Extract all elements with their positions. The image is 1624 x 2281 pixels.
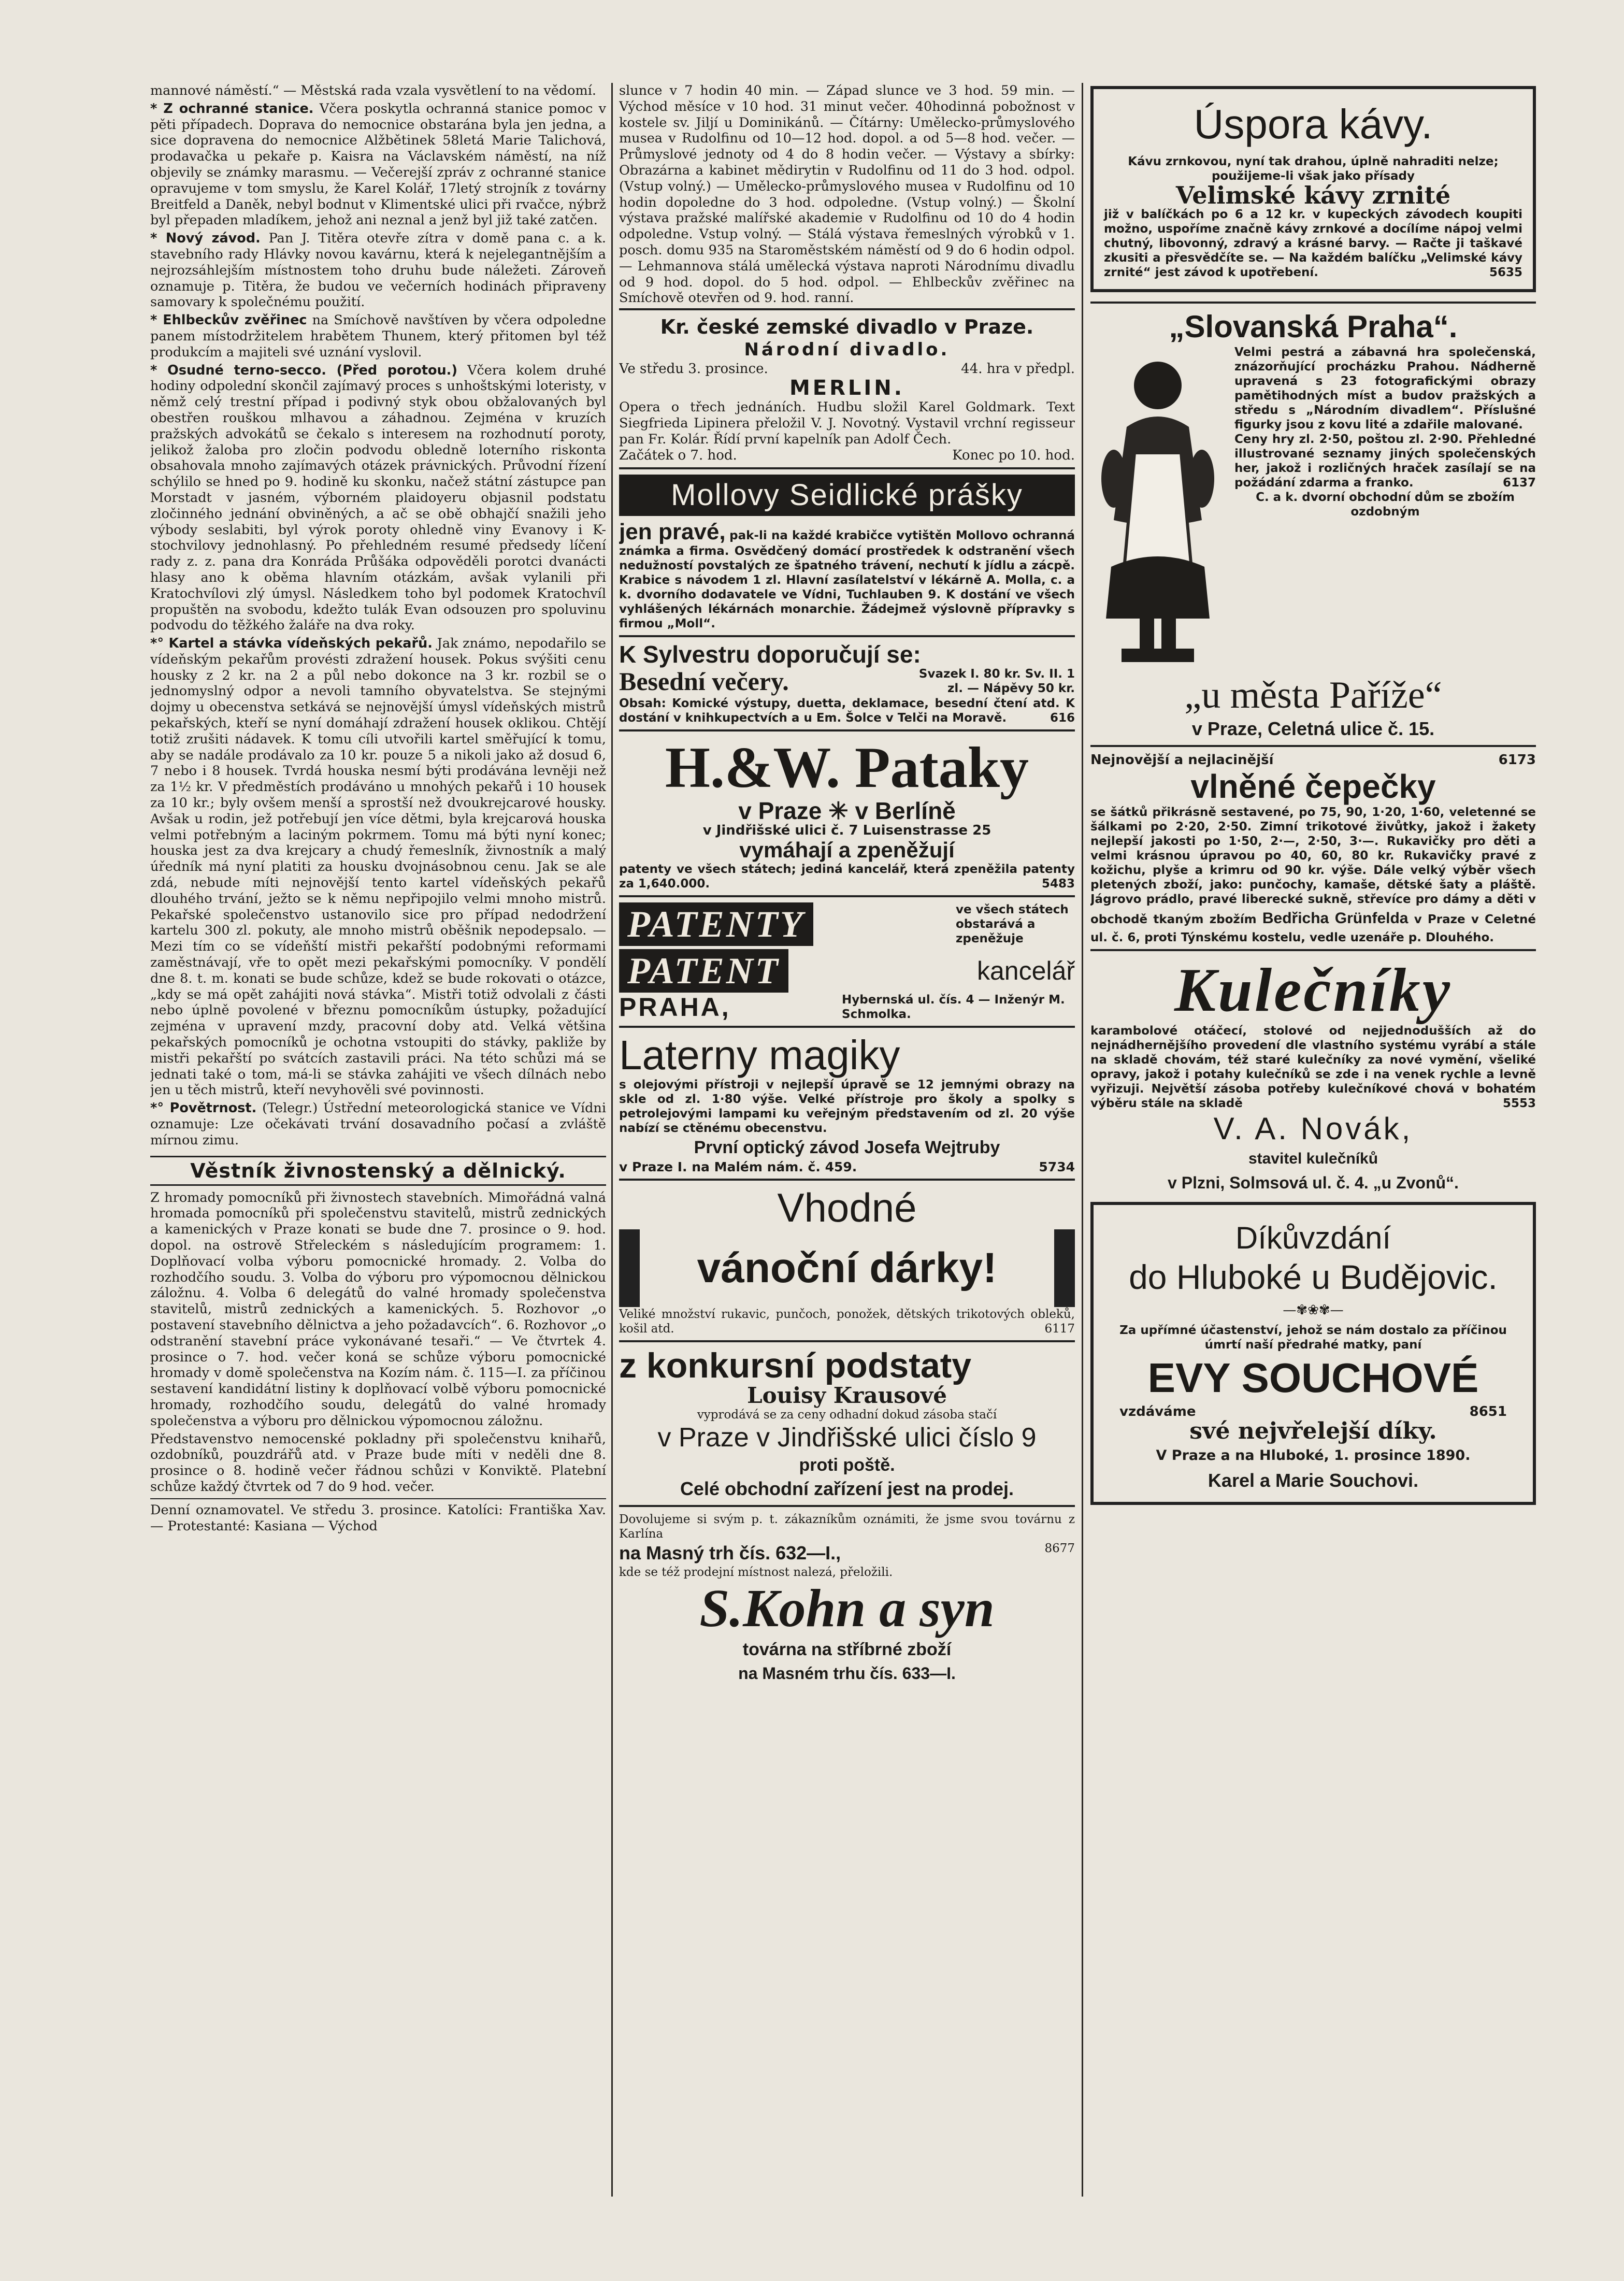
pataky-addresses: v Jindřišské ulici č. 7 Luisenstrasse 25 (702, 822, 991, 838)
ad-cepecky (1090, 745, 1536, 949)
konkurs-title: z konkursní podstaty (619, 1345, 972, 1385)
newspaper-page (140, 83, 1539, 2197)
slovanska-text: Velmi pestrá a zábavná hra společenská, znázorňující procházku Prahou. Nádherně upravená s 23 fotografickými obrazy pamětihodných míst a budov pražských a středu s „Národním divadlem“. Příslušné figurky jsou z kovu lité a zdařile malované. (1234, 346, 1536, 432)
deceased-name: EVY SOUCHOVÉ (1147, 1355, 1479, 1401)
cepecky-firm: Bedřicha Grünfelda (1262, 910, 1409, 927)
column-rule (1082, 83, 1083, 2197)
start-time: Začátek o 7. hod. (619, 447, 737, 463)
sylvestr-price: Svazek I. 80 kr. Sv. II. 1 zl. — Nápěvy 50 kr. (918, 667, 1075, 695)
dikuvzdani-text: Za upřímné účastenství, jehož se nám dostalo za příčinou úmrtí naší předrahé matky, paní (1119, 1324, 1507, 1352)
patenty-address: Hybernská ul. čís. 4 — Inženýr M. Schmolka. (842, 993, 1065, 1021)
sylvestr-text: Obsah: Komické výstupy, duetta, deklamace, besední čtení atd. K dostání v knihkupectvích a u Em. Šolce v Telči na Moravě. 616 (619, 696, 1075, 725)
konkurs-name: Louisy Krausové (747, 1382, 947, 1408)
kohn-address: na Masný trh čís. 632—I., (619, 1542, 841, 1563)
kohn-sub: továrna na stříbrné zboží (742, 1639, 952, 1659)
article-povetrnost: *° Povětrnost. (Telegr.) Ústřední meteorologická stanice ve Vídni oznamuje: Lze očekávati trvání dosavadního počasí a zvláště mírnou zimu. (150, 1100, 606, 1148)
theater-date: Ve středu 3. prosince. (619, 361, 768, 377)
kohn-address-2: na Masném trhu čís. 633—I. (738, 1663, 956, 1683)
kava-intro: Kávu zrnkovou, nyní tak drahou, úplně nahraditi nelze; použijeme-li však jako přísady (1128, 155, 1499, 183)
ad-kohn (619, 1505, 1075, 1689)
column-middle (619, 83, 1075, 2197)
kulecniky-text: karambolové otáčecí, stolové od nejjednodušších až do nejnádhernějšího provedení dle vlastního systému vyrábí a stále na skladě chovám, též staré kulečníky za nové vymění, všeliké opravy, jakož i potahy kulečníků se zde i na venek rychle a levně vyřizuji. Největší zásoba potřeby kulečníkové chová v bohatém výběru stále na skladě (1090, 1024, 1536, 1110)
column-left (150, 83, 606, 2197)
ad-pataky (619, 729, 1075, 895)
dikuvzdani-date: V Praze a na Hluboké, 1. prosince 1890. (1156, 1447, 1471, 1464)
opera-title: MERLIN. (789, 376, 904, 400)
konkurs-proti: proti poště. (799, 1455, 895, 1475)
kohn-name: S.Kohn a syn (699, 1578, 995, 1638)
ad-slovanska-praha (1090, 302, 1536, 745)
laterny-title: Laterny magiky (619, 1031, 900, 1078)
kulecniky-title: Kulečníky (1174, 955, 1452, 1024)
end-time: Konec po 10. hod. (952, 447, 1075, 463)
kava-title: Úspora kávy. (1194, 101, 1433, 147)
article-knihari: Představenstvo nemocenské pokladny při společenstvu knihařů, ozdobníků, pouzdrářů atd. v Praze bude míti v neděli dne 8. prosince o 8. hodině večer řádnou schůzi v Konviktě. Platební schůze každý čtvrtek od 7 do 9 hod. večer. (150, 1431, 606, 1495)
ad-kulecniky (1090, 949, 1536, 1199)
ornament: —✾❀✾— (1283, 1302, 1344, 1318)
column-right (1090, 83, 1536, 2197)
pataky-cities: v Praze ✳ v Berlíně (738, 797, 956, 824)
ad-kava (1090, 86, 1536, 292)
kohn-intro: Dovolujeme si svým p. t. zákazníkům oznámiti, že jsme svou továrnu z Karlína (619, 1512, 1075, 1541)
article-hromady: Z hromady pomocníků při živnostech stavebních. Mimořádná valná hromada pomocníků při společenstvu stavitelů, mistrů zednických a kamenických v Praze konati se bude dne 7. prosince o 9. hod. dopol. na ostrově Střeleckém s následujícím programem: 1. Doplňovací volba výboru pomocnické hromady. 2. Volba do rozhodčího soudu. 3. Volba do výboru pro výpomocnou dělnickou záložnu. 4. Volba 6 delegátů do valné hromady společenstva stavitelů, mistrů zednických a kamenických. 5. Rozhovor „o postavení stavebního dělnictva a jeho požadavcích“. 6. Rozhovor „o odstranění stavební práce vykonávané tesaři.“ — Ve čtvrtek 4. prosince o 7. hod. večer koná se schůze výboru pomocnické hromady v domě společenstva na Kozím nám. č. 115—I. za příčinou sestavení kandidátní listiny k doplňovací volbě výboru pomocnické hromady, rozhodčího soudu, delegátů do valné hromady společenstva a výboru pro dělnickou výpomocnou záložnu. (150, 1189, 606, 1429)
cepecky-title: vlněné čepečky (1190, 768, 1436, 805)
article-kartel: *° Kartel a stávka vídeňských pekařů. Jak známo, nepodařilo se vídeňským pekařům provésti zdražení housek. Pokus svýšiti cenu housky z 2 kr. na 2 a půl nebo dokonce na 3 kr. rozbil se o jednomyslný odpor a nevoli tamního obyvatelstva. Se stejnými dojmy u obecenstva setkává se nejnovější úmysl vídeňských mistrů pekařských, kteří se nyní domáhají zdražení housek oklikou. Chtějí totiž zrušiti nádavek. K tomu cíli utvořili kartel směřující k tomu, aby se nadále prodávalo za 10 kr. pouze 5 a nikoli jako až dosud 6, 7 nebo i 8 housek. Tvrdá houska nesmí býti prodávána levněji než za 1½ kr. V předměstích prodáváno u mnohých pekařů i 10 housek za 10 kr.; byly ovšem menší a sprostší než dvoukrejcarové housky. Avšak u rodin, jež potřebují jen více dětmi, byla krejcarová houska velmi potřebným a laciným pokrmem. Tomu má býti nyní konec; houska jest za dva krejcary a chudý řemeslník, živnostník a malý úředník má nyní platiti za housku dvojnásobnou cenu. Jak se ale zdá, nebude míti nejnovější tento kartel vídeňských pekařů dlouhého trvání, ježto se k němu nepřipojilo velmi mnoho mistrů. Pekařské společenstvo ustanovilo sice pro případ nedodržení kartelu 300 zl. pokuty, ale mnoho mistrů oběšnik nepodepsalo. — Mezi tím co se vídeňští mistři pekařští podobnými reformami zaměstnávají, vře to opět mezi pekařskými pomocníky. V pondělí dne 8. t. m. konati se bude schůze, kdež se bude rokovati o otázce, „kdy se má opět zahájiti nová stávka“. Mistři totiž odvolali z části nebo úplně povolené v březnu pomocníkům ústupky, požadující zejména v upravení mzdy, pracovní doby atd. Velká většina pekařských pomocníků je ochotna vstoupiti do stávky, pakliže by mistři pekařští po svátcích zastavili práci. Na této schůzi má se jednati také o tom, má-li se stávka zahájiti ve všech dílnách nebo jen u těch mistrů, kteří nevyhověli své povinnosti. (150, 636, 606, 1098)
cepecky-address: v Praze v Celetné ul. č. 6, proti Týnskému kostelu, vedle uzenáře p. Dlouhého. (1090, 913, 1536, 944)
article-calendar: slunce v 7 hodin 40 min. — Západ slunce ve 3 hod. 59 min. — Východ měsíce v 10 hod. 31 minut večer. 40hodinná pobožnost v kostele sv. Jiljí u Dominikánů. — Čítárny: Umělecko-průmyslového musea v Rudolfinu od 10—12 hod. dopol. a od 5—8 hod. večer. — Průmyslové jednoty od 4 do 8 hodin večer. — Výstavy a sbírky: Obrazárna a kabinet mědirytin v Rudolfinu od 11 do 3 hod. odpol. (Vstup volný.) — Umělecko-průmyslového musea v Rudolfinu od 10 hodin dopoledne do 3 hod. odpoledne. (Vstup volný.) — Školní výstava pražské malířské akademie v Rudolfinu od 10 do 4 hodin odpoledne. Vstup volný. — Stálá výstava řemeslných výrobků v 1. posch. domu 935 na Staroměstském náměstí od 9 do 6 hodin odpol. — Lehmannova stálá umělecká výstava naproti Národnímu divadlu od 9 hod. dopol. do 5 hod. odpol. — Ehlbeckův zvěřinec na Smíchově otevřen od 9. hod. ranní. (619, 83, 1075, 306)
konkurs-place: v Praze v Jindřišské ulici číslo 9 (657, 1422, 1037, 1453)
kulecniky-address: v Plzni, Solmsová ul. č. 4. „u Zvonů“. (1168, 1173, 1459, 1192)
kohn-num: 8677 (1044, 1541, 1075, 1555)
vhodne-label: Vhodné (777, 1184, 917, 1230)
ad-konkurs (619, 1340, 1075, 1505)
pataky-name: H.&W. Pataky (665, 735, 1029, 800)
article-porota: * Osudné terno-secco. (Před porotou.) Včera kolem druhé hodiny odpolední skončil zajímavý proces s unhoštskými loteristy, v němž celý trestní případ i podivný styk obou obžalovaných byl obestřen rouškou mlhavou a záhadnou. Zejména v kruzích pražských advokátů se čekalo s interesem na rozhodnutí poroty, jelikož žaloba pro zločin podvodu obledně loterního riskonta obsahovala mnoho zajímavých otázek právnických. Průvodní řízení schýlilo se hned po 9. hodině ku skonku, načež státní zástupce pan Morstadt v jasném, výborném plaidoyeru objasnil podstatu zločinného jednání obviněných, a ač se obě obhajčí snažili jeho výbody seslabiti, byl výrok poroty ohledně viny Evanovy i K-stochvilovy jednohlasný. Po přehledném resumé předsedy líčení rady z. z. pana dra Konráda Průšáka odpověděli porotci dvanácti hlasy ano k oběma hlavním otázkám, avšak vylanili při Kratochvílovi zlý úmysl. Následkem toho byl podomek Kratochvíl propuštěn na svobodu, kdežto tulák Evan odsouzen pro spoluvinu podvodu do těžkého žaláře na dva roky. (150, 362, 606, 634)
ad-moll (619, 467, 1075, 635)
kulecniky-name: V. A. Novák, (1213, 1111, 1413, 1146)
slovanska-address: v Praze, Celetná ulice č. 15. (1191, 718, 1435, 739)
pataky-slogan: vymáhají a zpeněžují (739, 837, 955, 862)
slovanska-price: Ceny hry zl. 2·50, poštou zl. 2·90. Přehledné illustrované seznamy jiných společenských her, jakož i rozličných hraček zasílají se na požádání zdarma a franko. (1234, 433, 1536, 490)
vanocni-num: 6117 (1044, 1322, 1075, 1336)
konkurs-zarizeni: Celé obchodní zařízení jest na prodej. (680, 1477, 1014, 1499)
konkurs-text: vyprodává se za ceny odhadní dokud zásoba stačí (697, 1408, 997, 1422)
cepecky-intro: Nejnovější a nejlacinější (1090, 752, 1274, 768)
laterny-num: 5734 (1039, 1159, 1075, 1174)
opera-description: Opera o třech jednáních. Hudbu složil Karel Goldmark. Text Siegfrieda Lipinera přeložil V. J. Novotný. Vystavil vrchní regisseur pan Fr. Kolár. Řídí první kapelník pan Adolf Čech. (619, 399, 1075, 447)
article-zverinec: * Ehlbeckův zvěřinec na Smíchově navštíven by včera odpoledne panem místodržitelem hrabětem Thunem, který přitomen byl též produkcím a majiteli své uznání vyslovil. (150, 312, 606, 360)
ad-sylvestr (619, 635, 1075, 729)
patenty-praha: PRAHA, (619, 992, 731, 1022)
woman-figure-illustration (1090, 349, 1225, 670)
dikuvzdani-signature: Karel a Marie Souchovi. (1208, 1470, 1419, 1491)
laterny-firm: První optický závod Josefa Wejtruby (694, 1137, 1000, 1157)
slovanska-firm: C. a k. dvorní obchodní dům se zbožím ozdobným (1256, 491, 1515, 519)
section-title-vestnik: Věstník živnostenský a dělnický. (150, 1156, 606, 1186)
article-novy-zavod: * Nový závod. Pan J. Titěra otevře zítra v domě pana c. a k. stavebního rady Hlávky novou kavárnu, která k nejelegantnějším a nejrozsáhlejším místnostem toho druhu bude náležeti. Zároveň oznamuje p. Titěra, že budou ve večerních hodinách připraveny samovary k společnému použití. (150, 231, 606, 310)
patent-label: PATENT (619, 949, 788, 993)
vanocni-darky-label: vánoční dárky! (619, 1229, 1075, 1307)
dikuvzdani-place: do Hluboké u Budějovic. (1129, 1258, 1498, 1296)
ad-dikuvzdani (1090, 1202, 1536, 1505)
dikuvzdani-thanks: své nejvřelejší díky. (1189, 1418, 1437, 1444)
moll-text: pak-li na každé krabičce vytištěn Mollovo ochranná známka a firma. Osvědčený domácí prostředek k odstranění všech nedužností povstalých ze špatného trávení, nechutí k jídlu a zácpě. Krabice s návodem 1 zl. Hlavní zasílatelství v lékárně A. Molla, c. a k. dvorního dodavatele ve Vídni, Tuchlauben 9. K dostání ve všech vyhlášených lékárnách monarchie. Žádejmež výslovně přípravky s firmou „Moll“. (619, 528, 1075, 630)
vanocni-text: Veliké množství rukavic, punčoch, ponožek, dětských trikotových obleků, košil atd. (619, 1307, 1075, 1336)
kohn-note: kde se též prodejní místnost nalezá, přeložili. (619, 1565, 893, 1579)
kulecniky-num: 5553 (1502, 1097, 1536, 1110)
moll-lead: jen pravé, (619, 519, 726, 544)
dikuvzdani-title: Díkůvzdání (1235, 1221, 1391, 1255)
ad-theater (619, 308, 1075, 467)
cepecky-text: se šátků přikrásně sestavené, po 75, 90, 1·20, 1·60, veletenné se šálkami po 2·20, 2·50. Zimní trikotové živůtky, jakož i žakety nejlepší jakosti po 1·50, 2·—, 2·50, 3·—. Rukavičky pro děti a velmi krásnou úpravou po 40, 60, 80 kr. Rukavičky pravé z kožichu, plyše a krimru od 90 kr. výše. Dále velký výběr všech pletených zboží, jako: punčochy, kamaše, dětské šaty a pláště. Jágrovo prádlo, pravé liberecké sukně, střevíce pro dámy a děti v obchodě tkaným zbožím (1090, 806, 1536, 926)
laterny-address: v Praze I. na Malém nám. č. 459. (619, 1159, 857, 1174)
article-ochranna-stanice: * Z ochranné stanice. Včera poskytla ochranná stanice pomoc v pěti případech. Doprava do nemocnice obstarána byla jen jedna, a sice dopravena do nemocnice Alžbětinek 58letá Marie Talichová, prodavačka u pekaře p. Kaisra na Václavském náměstí, na níž objevily se známky marasmu. — Večerejší zpráv z ochranné stanice opravujeme v tom smyslu, že Karel Kolář, 17letý strojník z továrny Breitfeld a Daněk, nebyl bodnut v Klimentské ulici při rvačce, nýbrž byl přepaden mladíkem, jehož ani neznal a jenž byl již také zatčen. (150, 101, 606, 228)
ad-laterny (619, 1026, 1075, 1179)
column-rule (611, 83, 613, 2197)
patenty-side: ve všech státech obstarává a zpeněžuje (956, 902, 1069, 945)
sylvestr-title: K Sylvestru doporučují se: (619, 640, 921, 668)
theater-performance: 44. hra v předpl. (961, 361, 1075, 377)
cepecky-num: 6173 (1498, 752, 1536, 768)
slovanska-num: 6137 (1502, 476, 1536, 490)
dikuvzdani-vzdavame: vzdáváme (1119, 1404, 1196, 1419)
kava-big: Velimské kávy zrnité (1175, 181, 1451, 209)
laterny-text: s olejovými přístroji v nejlepší úpravě se 12 jemnými obrazy na skle od zl. 1·80 výše. Velké přístroje pro školy a spolky s petrolejovými lampami ku veřejným představením od zl. 20 výše nabízí se ctěnému obecenstvu. (619, 1078, 1075, 1135)
patenty-label: PATENTY (619, 902, 813, 946)
article-mestska: mannové náměstí.“ — Městská rada vzala vysvětlení to na vědomí. (150, 83, 596, 98)
kava-num: 5635 (1489, 266, 1522, 279)
pataky-num: 5483 (1041, 877, 1075, 891)
theater-title: Kr. české zemské divadlo v Praze. (660, 315, 1034, 339)
pataky-text: patenty ve všech státech; jediná kancelář, která zpeněžila patenty za 1,640.000. (619, 862, 1075, 891)
kava-text: již v balíčkách po 6 a 12 kr. v kupeckých závodech koupiti možno, uspoříme značně kávy zrnkové a docílíme nápoj velmi chutný, libovonný, zdravý a krásné barvy. — Račte ji taškavé zkusiti a přesvědčíte se. — Na každém balíčku „Velimské kávy zrnité“ jest závod k upotřebení. (1104, 208, 1522, 279)
kancelar-label: kancelář (977, 956, 1075, 985)
ad-vanocni (619, 1179, 1075, 1340)
slovanska-title: „Slovanská Praha“. (1169, 309, 1458, 344)
ad-patenty (619, 895, 1075, 1026)
slovanska-name: „u města Paříže“ (1184, 674, 1442, 716)
article-oznamovatel: Denní oznamovatel. Ve středu 3. prosince. Katolíci: Františka Xav. — Protestanté: Kasiana — Východ (150, 1498, 606, 1534)
kulecniky-trade: stavitel kulečníků (1248, 1150, 1378, 1167)
moll-banner: Mollovy Seidlické prášky (619, 475, 1075, 516)
theater-subtitle: Národní divadlo. (744, 339, 950, 361)
sylvestr-big: Besední večery. (619, 666, 789, 696)
dikuvzdani-num: 8651 (1469, 1404, 1507, 1419)
